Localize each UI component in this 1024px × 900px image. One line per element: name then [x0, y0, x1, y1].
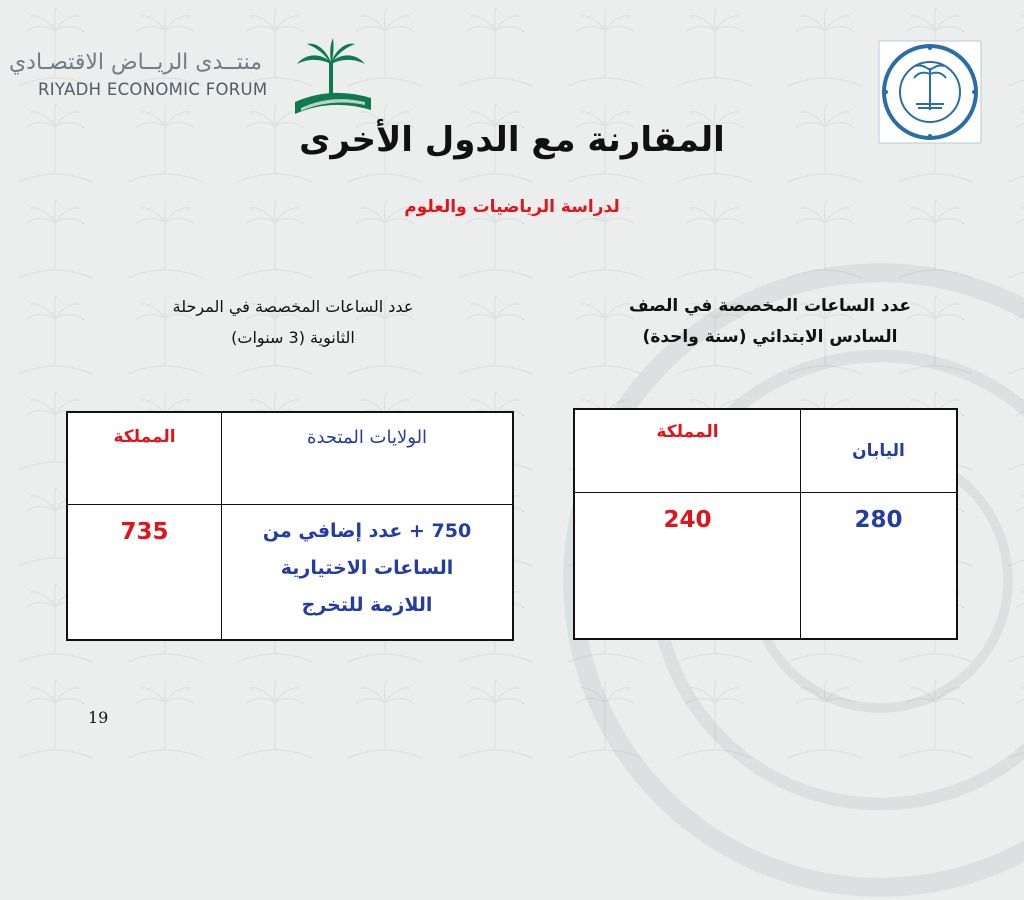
table-header-row [67, 412, 513, 504]
table-row [67, 504, 513, 640]
usa-value-line1: 750 + عدد إضافي من [262, 519, 472, 542]
logo-arabic-text: منتــدى الريــاض الاقتصـادي [8, 50, 262, 75]
header-cell-saudi: المملكة [574, 409, 800, 492]
slide-title: المقارنة مع الدول الأخرى [299, 120, 725, 160]
primary-caption-line1: عدد الساعات المخصصة في الصف [628, 296, 911, 316]
primary-hours-table [573, 408, 958, 640]
value-cell-usa [222, 504, 513, 640]
secondary-caption-line1: عدد الساعات المخصصة في المرحلة [172, 297, 414, 316]
usa-value-line3: اللازمة للتخرج [301, 593, 433, 616]
primary-caption-line2: السادس الابتدائي (سنة واحدة) [642, 327, 898, 347]
primary-grade-caption [560, 291, 980, 353]
page-number: 19 [88, 708, 109, 727]
table-row [574, 492, 957, 639]
palm-tree-icon [285, 38, 377, 116]
chamber-seal-icon [878, 40, 982, 144]
secondary-caption-line2: الثانوية (3 سنوات) [231, 328, 355, 347]
value-cell-saudi: 735 [67, 504, 222, 640]
header-cell-saudi: المملكة [67, 412, 222, 504]
riyadh-economic-forum-logo [8, 38, 370, 118]
secondary-hours-table [66, 411, 514, 641]
table-header-row [574, 409, 957, 492]
value-cell-japan: 280 [800, 492, 957, 639]
secondary-stage-caption [88, 291, 498, 353]
value-cell-saudi: 240 [574, 492, 800, 639]
slide-subtitle: لدراسة الرياضيات والعلوم [404, 197, 620, 217]
header-cell-japan: اليابان [800, 409, 957, 492]
header-cell-usa: الولايات المتحدة [222, 412, 513, 504]
logo-english-text: RIYADH ECONOMIC FORUM [38, 80, 268, 99]
usa-value-line2: الساعات الاختيارية [280, 556, 454, 579]
